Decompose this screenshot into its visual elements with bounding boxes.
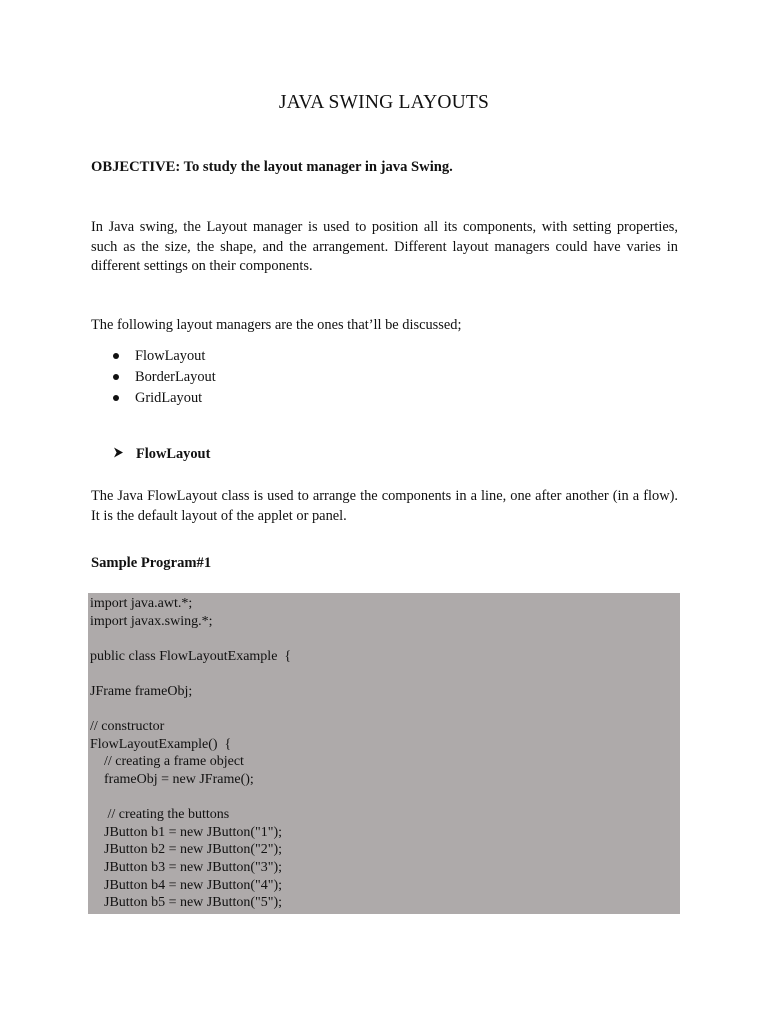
code-line — [90, 789, 680, 807]
code-line: // constructor — [90, 719, 165, 735]
code-line: // creating a frame object — [90, 754, 244, 770]
list-item — [113, 367, 216, 388]
layout-manager-list — [113, 346, 216, 408]
list-item — [113, 388, 216, 409]
bullet-icon — [113, 395, 119, 401]
code-line: import java.awt.*; — [90, 596, 193, 611]
code-line: public class FlowLayoutExample { — [90, 648, 292, 664]
code-line: JFrame frameObj; — [90, 683, 193, 699]
code-block — [88, 593, 680, 914]
code-line: FlowLayoutExample() { — [90, 736, 232, 752]
code-line: JButton b3 = new JButton("3"); — [90, 859, 282, 875]
list-item — [113, 346, 216, 367]
list-item-label: FlowLayout — [135, 348, 206, 364]
code-line: JButton b4 = new JButton("4"); — [90, 877, 282, 893]
code-line: frameObj = new JFrame(); — [90, 771, 254, 787]
list-item-label: BorderLayout — [135, 368, 216, 385]
code-line — [90, 701, 680, 719]
code-line: JButton b2 = new JButton("2"); — [90, 842, 282, 858]
flowlayout-paragraph: The Java FlowLayout class is used to arrange the components in a line, one after another (in a flow). It is the default layout of the applet or panel. — [91, 488, 678, 524]
code-line: JButton b1 = new JButton("1"); — [90, 824, 282, 840]
code-line — [90, 630, 680, 648]
code-line: import javax.swing.*; — [90, 613, 213, 629]
intro-paragraph: In Java swing, the Layout manager is used to position all its components, with setting properties, such as the size, the shape, and the arrangement. Different layout managers could have varies in different settings on their components. — [91, 219, 678, 274]
code-line: // creating the buttons — [90, 807, 230, 823]
list-item-label: GridLayout — [135, 389, 203, 406]
flowlayout-section-heading — [113, 446, 210, 463]
document-title: JAVA SWING LAYOUTS — [278, 92, 490, 113]
bullet-icon — [113, 353, 119, 359]
section-heading-label: FlowLayout — [136, 446, 211, 462]
bullet-icon — [113, 374, 119, 380]
sample-program-heading: Sample Program#1 — [91, 555, 212, 571]
objective-line: OBJECTIVE: To study the layout manager in java Swing. — [91, 159, 453, 175]
code-line: JButton b5 = new JButton("5"); — [90, 895, 282, 911]
code-line — [90, 665, 680, 683]
arrow-right-icon-shape — [113, 447, 124, 458]
arrow-right-icon — [113, 447, 127, 462]
following-paragraph: The following layout managers are the ones that’ll be discussed; — [91, 317, 462, 333]
